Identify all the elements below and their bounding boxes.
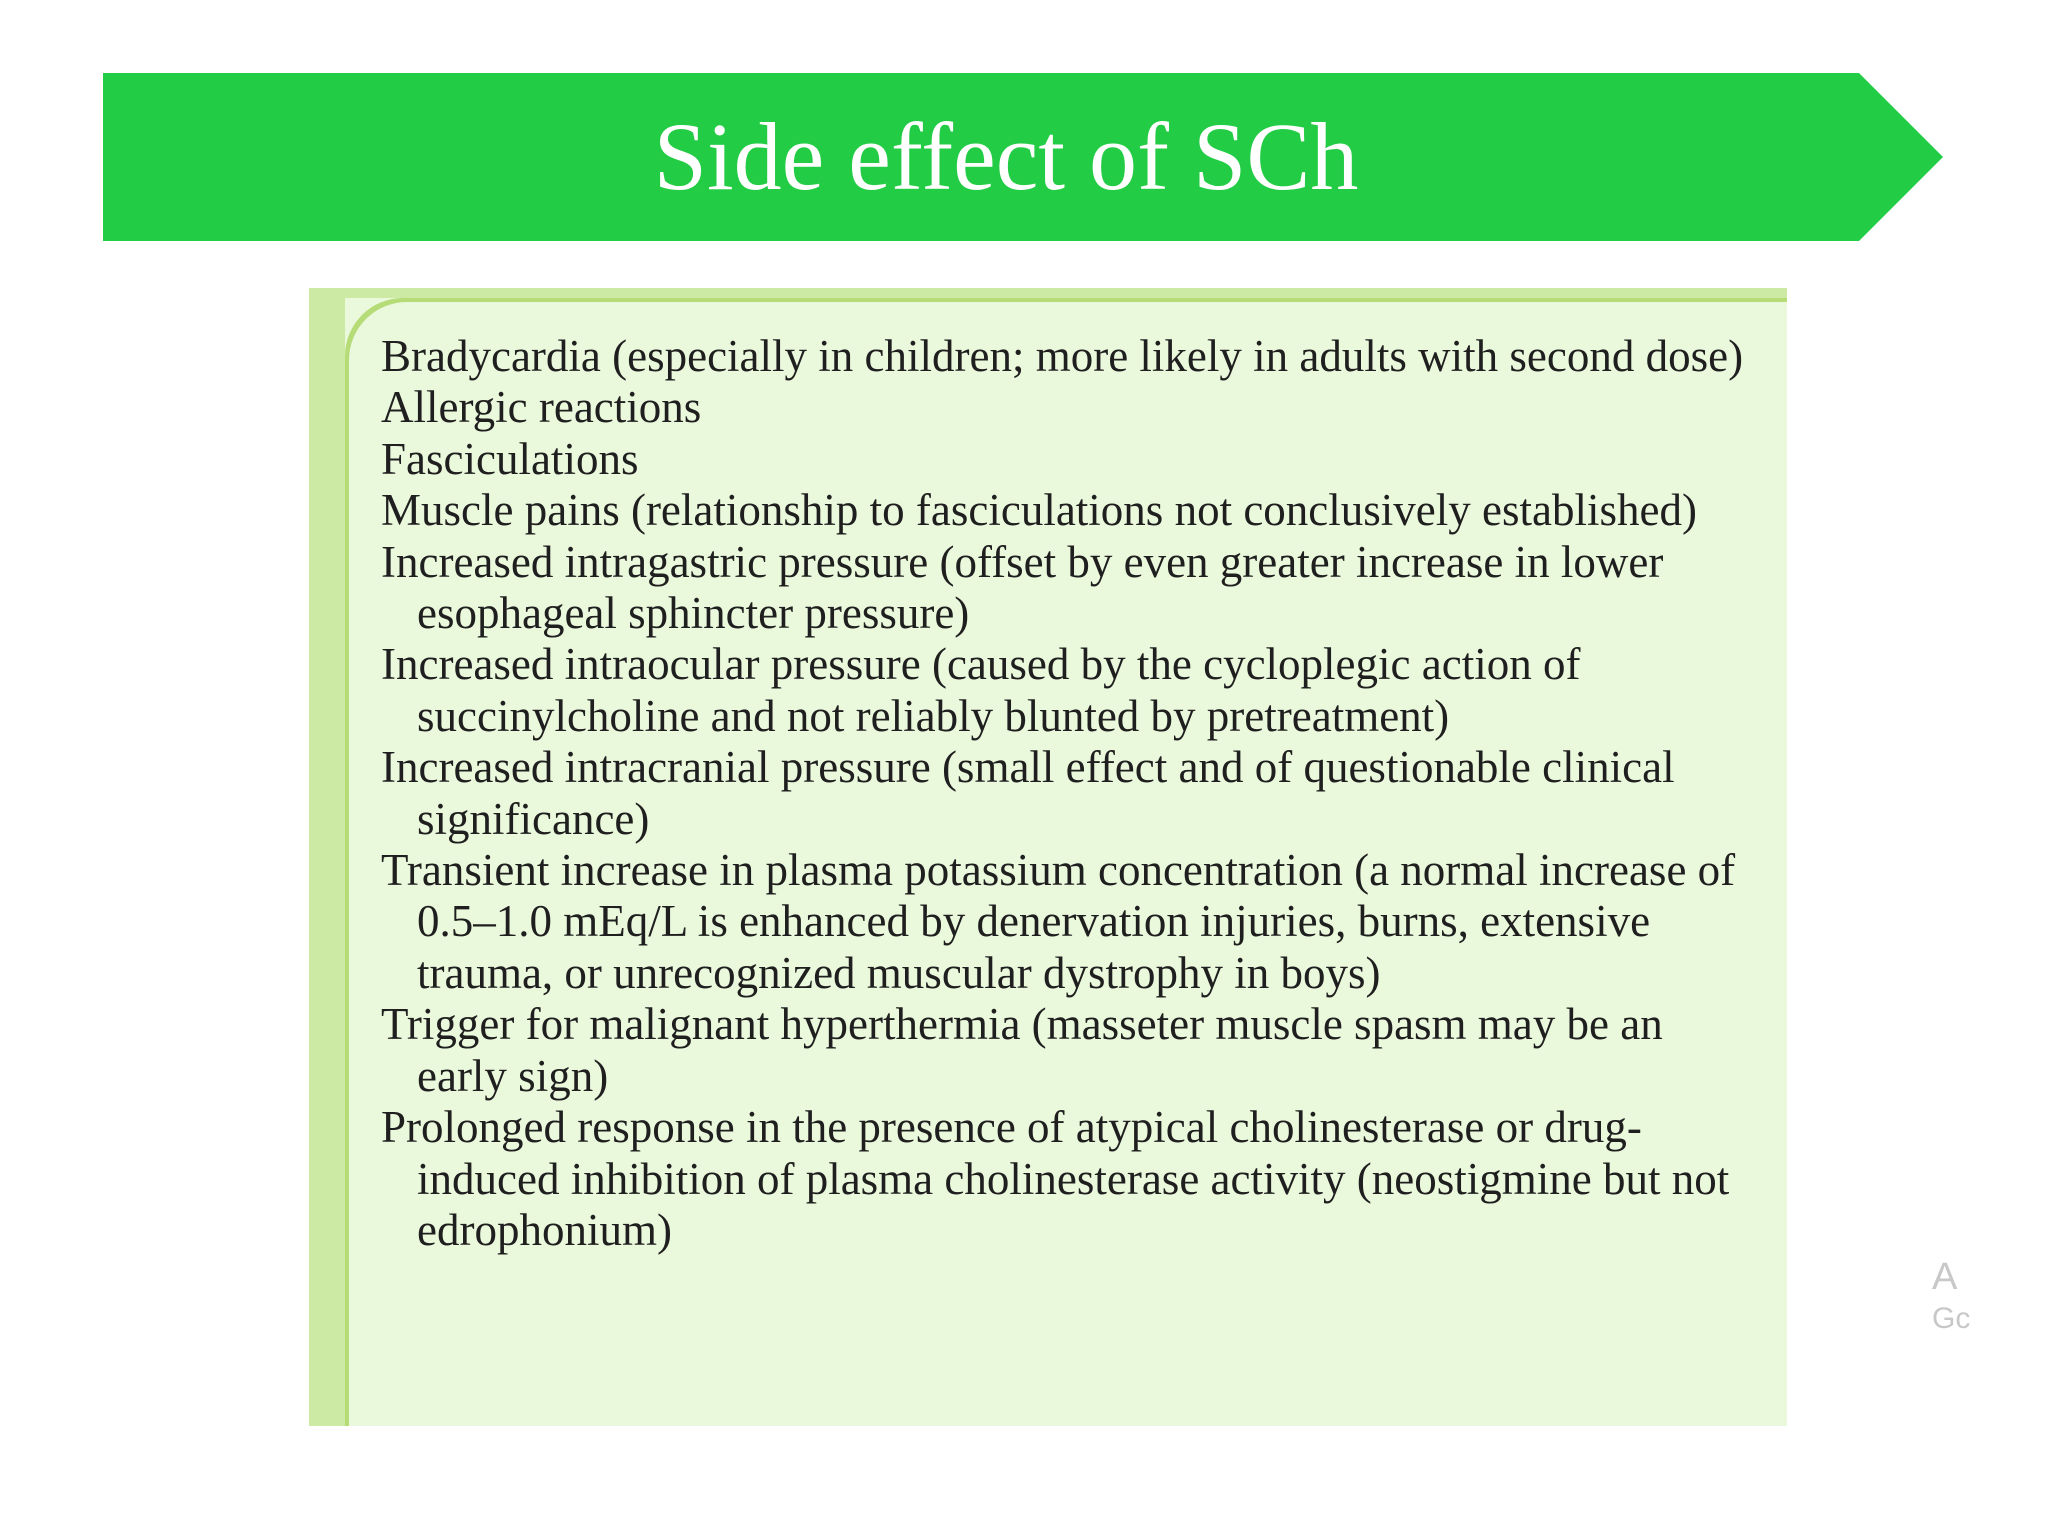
- side-effect-allergic-reactions: Allergic reactions: [381, 382, 702, 433]
- side-effect-intraocular-pressure: Increased intraocular pressure (caused by the cycloplegic action of succinylcholine and not reliably blunted by pretreatment): [381, 639, 1581, 741]
- side-effect-prolonged-response: Prolonged response in the presence of atypical cholinesterase or drug-induced inhibition of plasma cholinesterase activity (neostigmine but not edrophonium): [381, 1102, 1730, 1255]
- side-effects-list: [381, 331, 1751, 1256]
- slide-title: Side effect of SCh: [653, 103, 1359, 210]
- panel-top-accent: [309, 288, 1787, 298]
- edge-text-fragment: [1932, 1258, 1972, 1340]
- side-effect-intragastric-pressure: Increased intragastric pressure (offset by even greater increase in lower esophageal sphincter pressure): [381, 536, 1664, 639]
- side-effects-panel: [309, 288, 1787, 1426]
- edge-text-line-1: A: [1932, 1258, 1958, 1298]
- side-effect-bradycardia: Bradycardia (especially in children; more likely in adults with second dose): [381, 331, 1744, 381]
- edge-text-line-2: Gc: [1932, 1302, 1971, 1335]
- side-effect-plasma-potassium: Transient increase in plasma potassium concentration (a normal increase of 0.5–1.0 mEq/L is enhanced by denervation injuries, burns, extensive trauma, or unrecognized muscular dystrophy in boys): [381, 845, 1736, 998]
- side-effect-muscle-pains: Muscle pains (relationship to fasciculations not conclusively established): [381, 485, 1697, 536]
- side-effect-fasciculations: Fasciculations: [381, 433, 639, 484]
- panel-left-accent: [309, 288, 345, 1426]
- side-effect-intracranial-pressure: Increased intracranial pressure (small effect and of questionable clinical significance): [381, 742, 1675, 844]
- title-banner: [103, 73, 1943, 241]
- side-effect-malignant-hyperthermia: Trigger for malignant hyperthermia (masseter muscle spasm may be an early sign): [381, 999, 1663, 1101]
